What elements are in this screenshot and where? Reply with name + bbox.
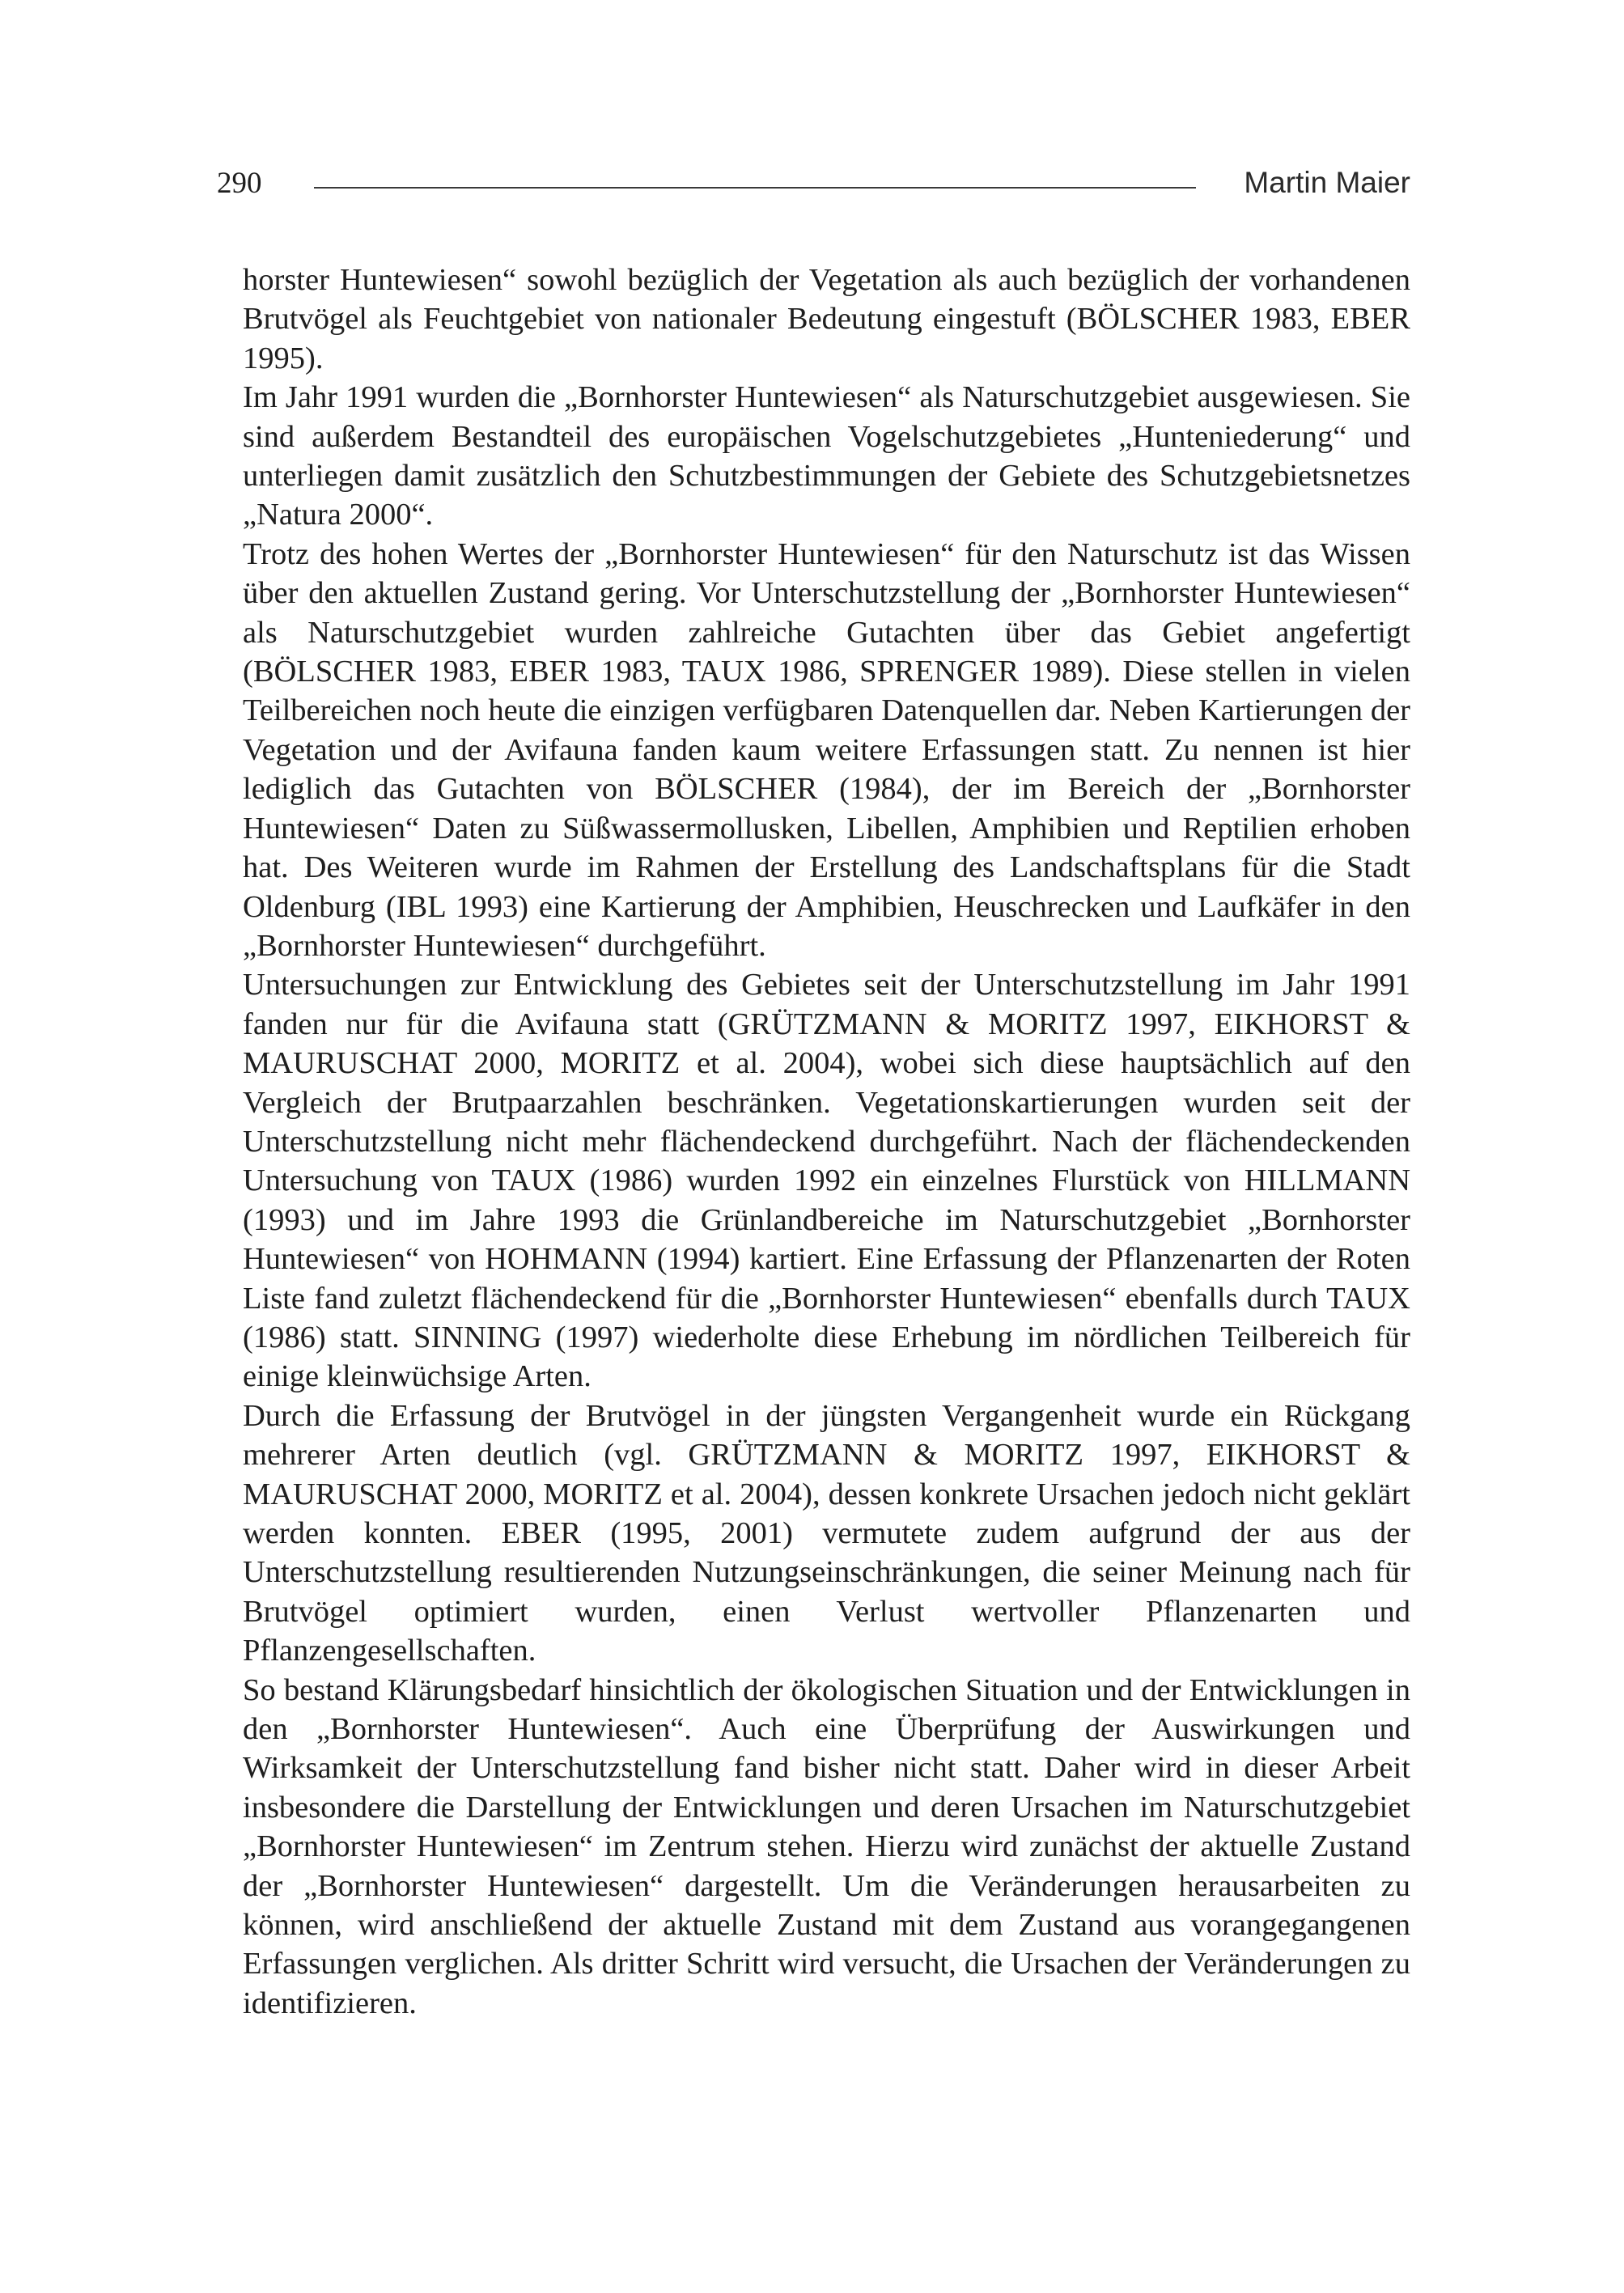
header-rule (314, 187, 1196, 189)
paragraph: Im Jahr 1991 wurden die „Bornhorster Huntewiesen“ als Naturschutzgebiet ausgewiesen. Sie sind außerdem Bestandteil des europäischen Vogelschutzgebietes „Hunteniederung“ und unterliegen damit zusätzlich den Schutzbestimmungen der Gebiete des Schutzgebietsnetzes „Natura 2000“. (243, 380, 1410, 532)
running-head-author: Martin Maier (1244, 166, 1410, 199)
paragraph: So bestand Klärungsbedarf hinsichtlich der ökologischen Situation und der Entwicklungen in den „Bornhorster Huntewiesen“. Auch eine Überprüfung der Auswirkungen und Wirksamkeit der Unterschutzstellung fand bisher nicht statt. Daher wird in dieser Arbeit insbesondere die Darstellung der Entwicklungen und deren Ursachen im Naturschutzgebiet „Bornhorster Huntewiesen“ im Zentrum stehen. Hierzu wird zunächst der aktuelle Zustand der „Bornhorster Huntewiesen“ dargestellt. Um die Veränderungen herausarbeiten zu können, wird anschließend der aktuelle Zustand mit dem Zustand aus vorangegangenen Erfassungen verglichen. Als dritter Schritt wird versucht, die Ursachen der Veränderungen zu identifizieren. (243, 1672, 1410, 2020)
page-number: 290 (217, 167, 262, 200)
paragraph: Untersuchungen zur Entwicklung des Gebietes seit der Unterschutzstellung im Jahr 1991 fanden nur für die Avifauna statt (GRÜTZMANN & MORITZ 1997, EIKHORST & MAURUSCHAT 2000, MORITZ et al. 2004), wobei sich diese hauptsächlich auf den Vergleich der Brutpaarzahlen beschränken. Vegetationskartierungen wurden seit der Unterschutzstellung nicht mehr flächendeckend durchgeführt. Nach der flächendeckenden Untersuchung von TAUX (1986) wurden 1992 ein einzelnes Flurstück von HILLMANN (1993) und im Jahre 1993 die Grünlandbereiche im Naturschutzgebiet „Bornhorster Huntewiesen“ von HOHMANN (1994) kartiert. Eine Erfassung der Pflanzenarten der Roten Liste fand zuletzt flächendeckend für die „Bornhorster Huntewiesen“ ebenfalls durch TAUX (1986) statt. SINNING (1997) wiederholte diese Erhebung im nördlichen Teilbereich für einige kleinwüchsige Arten. (243, 968, 1410, 1394)
body-text (243, 261, 1410, 2023)
paragraph: horster Huntewiesen“ sowohl bezüglich der Vegetation als auch bezüglich der vorhandenen Brutvögel als Feuchtgebiet von nationaler Bedeutung eingestuft (BÖLSCHER 1983, EBER 1995). (243, 263, 1410, 375)
paragraph: Trotz des hohen Wertes der „Bornhorster Huntewiesen“ für den Naturschutz ist das Wissen über den aktuellen Zustand gering. Vor Unterschutzstellung der „Bornhorster Huntewiesen“ als Naturschutzgebiet wurden zahlreiche Gutachten über das Gebiet angefertigt (BÖLSCHER 1983, EBER 1983, TAUX 1986, SPRENGER 1989). Diese stellen in vielen Teilbereichen noch heute die einzigen verfügbaren Datenquellen dar. Neben Kartierungen der Vegetation und der Avifauna fanden kaum weitere Erfassungen statt. Zu nennen ist hier lediglich das Gutachten von BÖLSCHER (1984), der im Bereich der „Bornhorster Huntewiesen“ Daten zu Süßwassermollusken, Libellen, Amphibien und Reptilien erhoben hat. Des Weiteren wurde im Rahmen der Erstellung des Landschaftsplans für die Stadt Oldenburg (IBL 1993) eine Kartierung der Amphibien, Heuschrecken und Laufkäfer in den „Bornhorster Huntewiesen“ durchgeführt. (243, 536, 1410, 963)
paragraph: Durch die Erfassung der Brutvögel in der jüngsten Vergangenheit wurde ein Rückgang mehrerer Arten deutlich (vgl. GRÜTZMANN & MORITZ 1997, EIKHORST & MAURUSCHAT 2000, MORITZ et al. 2004), dessen konkrete Ursachen jedoch nicht geklärt werden konnten. EBER (1995, 2001) vermutete zudem aufgrund der aus der Unterschutzstellung resultierenden Nutzungseinschränkungen, die seiner Meinung nach für Brutvögel optimiert wurden, einen Verlust wertvoller Pflanzenarten und Pflanzengesellschaften. (243, 1398, 1410, 1668)
page-header (217, 166, 1410, 214)
